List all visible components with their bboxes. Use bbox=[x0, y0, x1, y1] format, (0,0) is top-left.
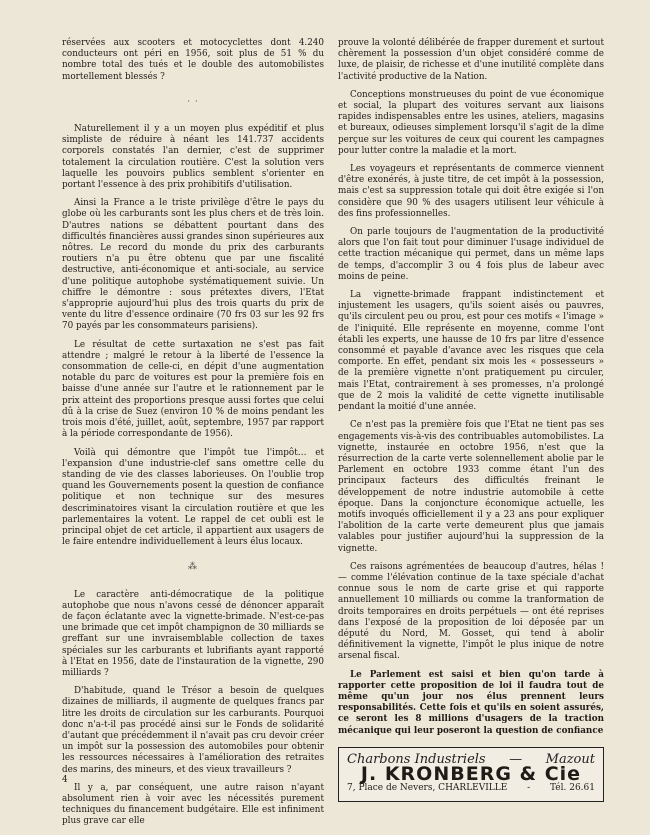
advertisement-box bbox=[338, 747, 604, 803]
paragraph: Ce n'est pas la première fois que l'Etat ne tient pas ses engagements vis-à-vis des contribuables automobilistes. La vignette, instaurée en octobre 1956, n'est que la résurrection de la carte verte solennellement abolie par le Parlement en octobre 1933 comme étant l'un des principaux facteurs des difficultés freinant le développement de notre industrie automobile à cette époque. Dans la conjoncture économique actuelle, les motifs invoqués officiellement il y a 23 ans pour expliquer l'abolition de la carte verte demeurent plus que jamais valables pour justifier aujourd'hui la suppression de la vignette. bbox=[338, 420, 604, 554]
ad-contact bbox=[347, 783, 595, 794]
paragraph: D'habitude, quand le Trésor a besoin de quelques dizaines de milliards, il augmente de quelques francs par litre les droits de circulation sur les carburants. Pourquoi donc n'a-t-il pas procédé ainsi sur le Fonds de solidarité d'autant que précédemment il n'avait pas cru devoir créer un impôt sur la possession des automobiles pour obtenir les ressources nécessaires à l'amélioration des retraites des marins, des mineurs, et des vieux travailleurs ? bbox=[62, 686, 324, 775]
paragraph: Voilà qui démontre que l'impôt tue l'impôt… et l'expansion d'une industrie-clef sans omettre celle du standing de vie des classes laborieuses. On l'oublie trop quand les Gouvernements posent la question de confiance politique et non technique sur des mesures descriminatoires visant la circulation routière et que les parlementaires la votent. Le rappel de cet oubli est le principal objet de cet article, il appartient aux usagers de le faire entendre individuellement à leurs élus locaux. bbox=[62, 447, 324, 548]
ad-company-name: J. KRONBERG & Cie bbox=[360, 762, 582, 785]
paragraph: La vignette-brimade frappant indistinctement et injustement les usagers, qu'ils soient aisés ou pauvres, qu'ils circulent peu ou prou, est pour ces motifs « l'image » de l'iniquité. Elle représente en moyenne, comme l'ont établi les experts, une hausse de 10 frs par litre d'essence consommé et payable d'avance avec les risques que cela comporte. En effet, pendant six mois les « possesseurs » de la première vignette n'ont pratiquement pu circuler, mais l'Etat, contrairement à ses promesses, n'a prolongé que de 2 mois la validité de cette vignette inutilisable pendant la moitié d'une année. bbox=[338, 290, 604, 413]
ad-mazout: Mazout bbox=[545, 751, 595, 767]
ad-address: 7, Place de Nevers, CHARLEVILLE bbox=[347, 783, 508, 794]
paragraph: Les voyageurs et représentants de commerce viennent d'être exonérés, à juste titre, de cet impôt à la possession, mais c'est sa suppression totale qui doit être exigée si l'on considère que 90 % des usagers utilisent leur véhicule à des fins professionnelles. bbox=[338, 164, 604, 219]
paragraph: Naturellement il y a un moyen plus expéditif et plus simpliste de réduire à néant les 141.737 accidents corporels constatés l'an dernier, c'est de supprimer totalement la circulation routière. C'est la solution vers laquelle les pouvoirs publics semblent s'orienter en portant l'essence à des prix prohibitifs d'utilisation. bbox=[62, 124, 324, 191]
paragraph: Le caractère anti-démocratique de la politique autophobe que nous n'avons cessé de dénoncer apparaît de façon éclatante avec la vignette-brimade. N'est-ce-pas une brimade que cet impôt champignon de 30 milliards se greffant sur une invraisemblable collection de taxes spéciales sur les carburants et lubrifiants ayant rapporté à l'Etat en 1956, date de l'instauration de la vignette, 290 milliards ? bbox=[62, 589, 324, 678]
right-column bbox=[338, 38, 604, 802]
ad-telephone: Tél. 26.61 bbox=[549, 783, 595, 794]
paragraph: Le résultat de cette surtaxation ne s'est pas fait attendre ; malgré le retour à la liberté de l'essence la consommation de celle-ci, en dépit d'une augmentation notable du parc de voitures est pour la première fois en baisse d'une année sur l'autre et le rationnement par le prix atteint des proportions presque aussi fortes que celui dû à la crise de Suez (environ 10 % de moins pendant les trois mois d'été, juillet, août, septembre, 1957 par rapport à la période correspondante de 1956). bbox=[62, 339, 324, 440]
ad-separator: - bbox=[527, 783, 531, 794]
section-separator: · · bbox=[187, 96, 199, 107]
left-column bbox=[62, 38, 324, 835]
paragraph: Conceptions monstrueuses du point de vue économique et social, la plupart des voitures servant aux liaisons rapides indispensables entre les usines, ateliers, magasins et bureaux, odieuses simplement lorsqu'il s'agit de la dîme perçue sur les voitures de ceux qui courent les campagnes pour lutter contre la maladie et la mort. bbox=[338, 89, 604, 156]
ad-dash: — bbox=[509, 751, 523, 767]
page-number: 4 bbox=[62, 775, 68, 785]
section-separator: ⁂ bbox=[188, 562, 198, 573]
paragraph: Ainsi la France a le triste privilège d'être le pays du globe où les carburants sont les plus chers et de très loin. D'autres nations se débattent pourtant dans des difficultés financières aussi grandes sinon supérieures aux nôtres. Le record du monde du prix des carburants routiers n'a pu être obtenu que par une fiscalité destructive, anti-économique et anti-sociale, au service d'une politique autophobe systématiquement suivie. Un chiffre le démontre : sous prétextes divers, l'Etat s'approprie aujourd'hui plus des trois quarts du prix de vente du litre d'essence ordinaire (70 frs 03 sur les 92 frs 70 payés par les consommateurs parisiens). bbox=[62, 198, 324, 332]
paragraph: Ces raisons agrémentées de beaucoup d'autres, hélas ! — comme l'élévation continue de la taxe spéciale d'achat connue sous le nom de carte grise et qui rapporte annuellement 10 milliards ou comme la tranformation de droits temporaires en droits perpétuels — ont été reprises dans l'exposé de la proposition de loi déposée par un député du Nord, M. Gosset, qui tend à abolir définitivement la vignette, l'impôt le plus inique de notre arsenal fiscal. bbox=[338, 561, 604, 662]
paragraph: On parle toujours de l'augmentation de la productivité alors que l'on fait tout pour diminuer l'usage individuel de cette traction mécanique qui permet, dans un même laps de temps, d'accomplir 3 ou 4 fois plus de labeur avec moins de peine. bbox=[338, 227, 604, 282]
paragraph: Il y a, par conséquent, une autre raison n'ayant absolument rien à voir avec les nécessités purement techniques du financement budgétaire. Elle est infiniment plus grave car elle bbox=[62, 782, 324, 827]
paragraph-closing: Le Parlement est saisi et bien qu'on tarde à rapporter cette proposition de loi il faudra tout de même qu'un jour nos élus prennent leurs responsabilités. Cette fois et qu'ils en soient assurés, ce seront les 8 millions d'usagers de la traction mécanique qui leur poseront la question de confiance bbox=[338, 669, 604, 736]
ad-charbons: Charbons Industriels bbox=[347, 751, 486, 767]
paragraph: réservées aux scooters et motocyclettes dont 4.240 conducteurs ont péri en 1956, soit plus de 51 % du nombre total des tués et le double des automobilistes mortellement blessés ? bbox=[62, 38, 324, 82]
paragraph: prouve la volonté délibérée de frapper durement et surtout chèrement la possession d'un objet considéré comme de luxe, de plaisir, de richesse et d'une inutilité complète dans l'activité productive de la Nation. bbox=[338, 38, 604, 82]
